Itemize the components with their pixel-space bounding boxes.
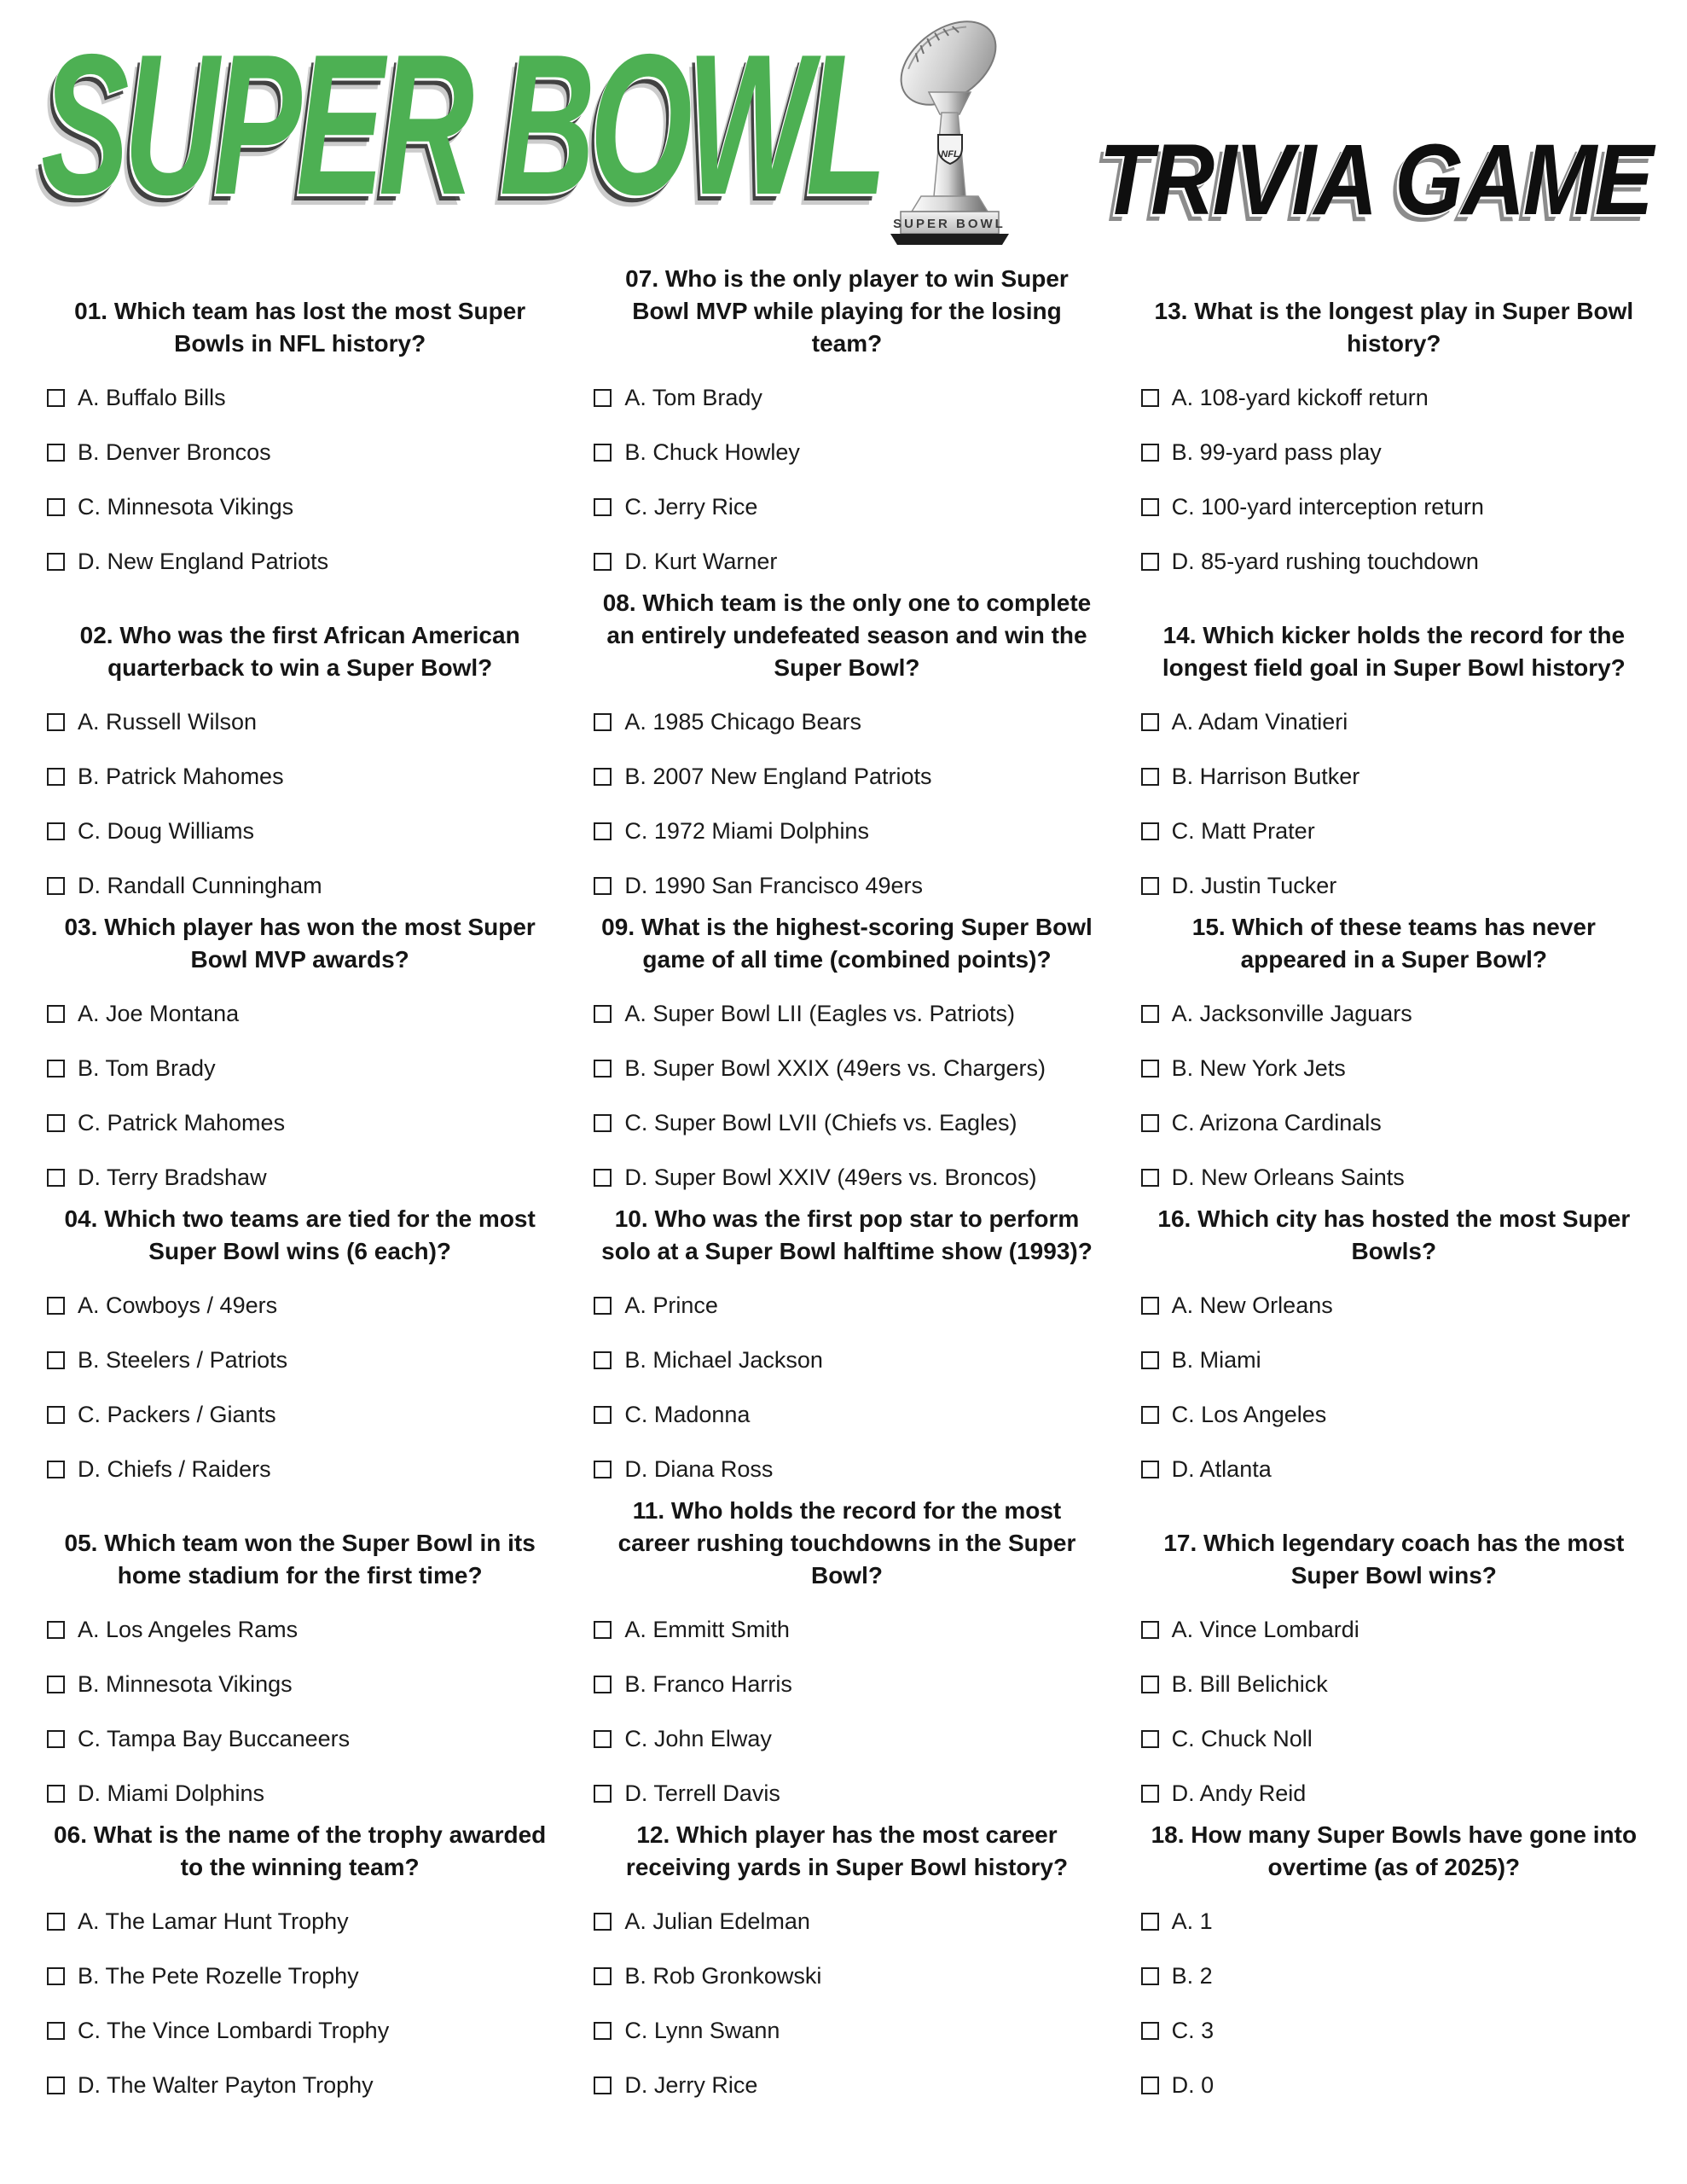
checkbox-icon[interactable]	[1141, 1967, 1159, 1985]
checkbox-icon[interactable]	[594, 1461, 612, 1478]
option-row	[594, 1345, 1099, 1375]
page-title-trivia-game: TRIVIA GAME	[1099, 124, 1651, 236]
option-label: D. Kurt Warner	[624, 549, 778, 574]
option-label: A. 108-yard kickoff return	[1171, 385, 1429, 410]
option-label: B. Harrison Butker	[1171, 764, 1360, 789]
checkbox-icon[interactable]	[47, 444, 65, 462]
question-block-17	[1141, 1495, 1647, 1819]
checkbox-icon[interactable]	[1141, 768, 1159, 786]
checkbox-icon[interactable]	[594, 553, 612, 571]
option-label: D. The Walter Payton Trophy	[78, 2072, 374, 2098]
option-row	[594, 816, 1099, 846]
option-label: C. 100-yard interception return	[1171, 494, 1484, 520]
option-row	[594, 437, 1099, 468]
checkbox-icon[interactable]	[594, 2077, 612, 2094]
option-row	[594, 1053, 1099, 1083]
question-title: 04. Which two teams are tied for the most Super Bowl wins (6 each)?	[64, 1205, 536, 1264]
option-row	[47, 437, 553, 468]
checkbox-icon[interactable]	[1141, 1461, 1159, 1478]
checkbox-icon[interactable]	[1141, 713, 1159, 731]
option-row	[1141, 437, 1647, 468]
checkbox-icon[interactable]	[594, 2022, 612, 2040]
option-label: C. Tampa Bay Buccaneers	[78, 1726, 351, 1751]
option-label: A. Emmitt Smith	[624, 1617, 790, 1642]
option-label: D. Miami Dolphins	[78, 1780, 265, 1806]
option-label: D. Terry Bradshaw	[78, 1165, 267, 1190]
checkbox-icon[interactable]	[594, 498, 612, 516]
option-row	[1141, 1723, 1647, 1754]
option-label: A. Super Bowl LII (Eagles vs. Patriots)	[624, 1001, 1016, 1026]
option-label: C. 3	[1171, 2018, 1215, 2043]
option-row	[1141, 1162, 1647, 1193]
option-label: A. Cowboys / 49ers	[78, 1292, 278, 1318]
option-row	[594, 1107, 1099, 1138]
option-row	[594, 870, 1099, 901]
option-row	[1141, 2015, 1647, 2046]
question-block-16	[1141, 1203, 1647, 1495]
option-label: C. Doug Williams	[78, 818, 255, 844]
option-row	[47, 1107, 553, 1138]
option-label: D. 0	[1171, 2072, 1215, 2098]
option-row	[594, 1669, 1099, 1699]
checkbox-icon[interactable]	[1141, 1060, 1159, 1077]
checkbox-icon[interactable]	[47, 877, 65, 895]
option-row	[594, 706, 1099, 737]
option-label: B. Chuck Howley	[624, 439, 800, 465]
checkbox-icon[interactable]	[47, 1785, 65, 1803]
option-row	[47, 1960, 553, 1991]
option-label: C. Minnesota Vikings	[78, 494, 294, 520]
option-row	[594, 1723, 1099, 1754]
question-title: 07. Who is the only player to win Super Bowl MVP while playing for the losing team?	[625, 265, 1069, 357]
option-row	[47, 2015, 553, 2046]
option-label: B. The Pete Rozelle Trophy	[78, 1963, 359, 1989]
option-label: D. Randall Cunningham	[78, 873, 322, 898]
checkbox-icon[interactable]	[1141, 1297, 1159, 1315]
option-label: B. New York Jets	[1171, 1055, 1346, 1081]
question-block-12	[594, 1819, 1099, 2111]
checkbox-icon[interactable]	[594, 1169, 612, 1187]
option-row	[1141, 870, 1647, 901]
option-label: B. Super Bowl XXIX (49ers vs. Chargers)	[624, 1055, 1046, 1081]
checkbox-icon[interactable]	[1141, 498, 1159, 516]
option-label: A. Buffalo Bills	[78, 385, 226, 410]
checkbox-icon[interactable]	[47, 1730, 65, 1748]
checkbox-icon[interactable]	[47, 1676, 65, 1693]
checkbox-icon[interactable]	[1141, 1913, 1159, 1931]
option-row	[47, 1454, 553, 1484]
option-label: B. Minnesota Vikings	[78, 1671, 293, 1697]
page-header	[0, 0, 1687, 260]
checkbox-icon[interactable]	[47, 1461, 65, 1478]
option-row	[1141, 1906, 1647, 1937]
option-label: A. Julian Edelman	[624, 1908, 810, 1934]
checkbox-icon[interactable]	[594, 768, 612, 786]
option-row	[1141, 1669, 1647, 1699]
checkbox-icon[interactable]	[594, 713, 612, 731]
option-row	[594, 1162, 1099, 1193]
option-row	[47, 816, 553, 846]
option-row	[594, 1399, 1099, 1430]
option-row	[47, 1399, 553, 1430]
checkbox-icon[interactable]	[1141, 1676, 1159, 1693]
option-row	[1141, 1345, 1647, 1375]
svg-text:NFL: NFL	[941, 149, 959, 160]
option-label: A. Tom Brady	[624, 385, 762, 410]
option-row	[1141, 382, 1647, 413]
question-block-13	[1141, 263, 1647, 587]
checkbox-icon[interactable]	[47, 553, 65, 571]
option-label: B. 2	[1171, 1963, 1213, 1989]
checkbox-icon[interactable]	[47, 713, 65, 731]
option-label: A. New Orleans	[1171, 1292, 1333, 1318]
option-label: C. 1972 Miami Dolphins	[624, 818, 869, 844]
option-label: D. Diana Ross	[624, 1456, 774, 1482]
option-label: A. The Lamar Hunt Trophy	[78, 1908, 349, 1934]
question-block-05	[47, 1495, 553, 1819]
option-row	[47, 1162, 553, 1193]
option-label: C. Chuck Noll	[1171, 1726, 1313, 1751]
question-block-11	[594, 1495, 1099, 1819]
option-label: B. Bill Belichick	[1171, 1671, 1328, 1697]
option-row	[1141, 1454, 1647, 1484]
option-row	[47, 1778, 553, 1809]
checkbox-icon[interactable]	[594, 1114, 612, 1132]
option-label: D. New England Patriots	[78, 549, 329, 574]
page-title-super-bowl: SUPER BOWL	[41, 12, 882, 236]
checkbox-icon[interactable]	[1141, 444, 1159, 462]
checkbox-icon[interactable]	[47, 1406, 65, 1424]
option-label: A. 1985 Chicago Bears	[624, 709, 862, 735]
option-row	[47, 1614, 553, 1645]
question-block-10	[594, 1203, 1099, 1495]
option-label: C. Patrick Mahomes	[78, 1110, 286, 1136]
option-row	[1141, 1107, 1647, 1138]
option-row	[594, 2015, 1099, 2046]
checkbox-icon[interactable]	[1141, 2077, 1159, 2094]
checkbox-icon[interactable]	[47, 1967, 65, 1985]
checkbox-icon[interactable]	[1141, 822, 1159, 840]
option-row	[594, 546, 1099, 577]
option-label: B. Michael Jackson	[624, 1347, 823, 1373]
checkbox-icon[interactable]	[594, 444, 612, 462]
option-row	[594, 1960, 1099, 1991]
question-title: 17. Which legendary coach has the most Super Bowl wins?	[1163, 1530, 1625, 1589]
question-title: 15. Which of these teams has never appeared in a Super Bowl?	[1191, 914, 1596, 973]
checkbox-icon[interactable]	[594, 1406, 612, 1424]
checkbox-icon[interactable]	[594, 1967, 612, 1985]
option-row	[594, 1614, 1099, 1645]
option-label: D. 85-yard rushing touchdown	[1171, 549, 1479, 574]
question-block-01	[47, 263, 553, 587]
option-label: D. Jerry Rice	[624, 2072, 758, 2098]
checkbox-icon[interactable]	[47, 498, 65, 516]
checkbox-icon[interactable]	[594, 822, 612, 840]
option-label: A. Los Angeles Rams	[78, 1617, 299, 1642]
option-row	[1141, 546, 1647, 577]
question-block-07	[594, 263, 1099, 587]
option-label: C. Madonna	[624, 1402, 751, 1427]
checkbox-icon[interactable]	[594, 1913, 612, 1931]
question-title: 08. Which team is the only one to complete an entirely undefeated season and win the Super Bowl?	[602, 590, 1092, 681]
option-label: D. Justin Tucker	[1171, 873, 1337, 898]
lombardi-trophy-icon	[846, 10, 1049, 246]
checkbox-icon[interactable]	[47, 1114, 65, 1132]
option-label: C. Lynn Swann	[624, 2018, 780, 2043]
question-title: 16. Which city has hosted the most Super Bowls?	[1157, 1205, 1631, 1264]
option-label: A. Vince Lombardi	[1171, 1617, 1359, 1642]
option-row	[1141, 1960, 1647, 1991]
option-label: B. Rob Gronkowski	[624, 1963, 822, 1989]
checkbox-icon[interactable]	[47, 389, 65, 407]
option-label: B. Patrick Mahomes	[78, 764, 284, 789]
option-row	[594, 491, 1099, 522]
option-row	[47, 491, 553, 522]
checkbox-icon[interactable]	[594, 1785, 612, 1803]
option-row	[47, 1345, 553, 1375]
checkbox-icon[interactable]	[47, 1913, 65, 1931]
option-row	[1141, 816, 1647, 846]
option-row	[594, 1778, 1099, 1809]
checkbox-icon[interactable]	[594, 1351, 612, 1369]
option-row	[1141, 1399, 1647, 1430]
checkbox-icon[interactable]	[1141, 1621, 1159, 1639]
question-title: 02. Who was the first African American quarterback to win a Super Bowl?	[79, 622, 520, 681]
option-label: D. New Orleans Saints	[1171, 1165, 1405, 1190]
option-label: C. Los Angeles	[1171, 1402, 1327, 1427]
checkbox-icon[interactable]	[1141, 2022, 1159, 2040]
option-row	[1141, 761, 1647, 792]
question-title: 11. Who holds the record for the most career rushing touchdowns in the Super Bowl?	[617, 1497, 1076, 1589]
option-label: A. Prince	[624, 1292, 718, 1318]
option-label: C. Packers / Giants	[78, 1402, 276, 1427]
option-label: C. Arizona Cardinals	[1171, 1110, 1382, 1136]
option-label: C. John Elway	[624, 1726, 772, 1751]
option-label: B. Denver Broncos	[78, 439, 271, 465]
question-title: 01. Which team has lost the most Super Bowls in NFL history?	[74, 298, 526, 357]
checkbox-icon[interactable]	[594, 877, 612, 895]
question-title: 09. What is the highest-scoring Super Bowl game of all time (combined points)?	[601, 914, 1093, 973]
option-label: D. Super Bowl XXIV (49ers vs. Broncos)	[624, 1165, 1037, 1190]
question-title: 03. Which player has won the most Super Bowl MVP awards?	[64, 914, 536, 973]
option-label: B. 99-yard pass play	[1171, 439, 1382, 465]
checkbox-icon[interactable]	[594, 1005, 612, 1023]
option-row	[594, 1290, 1099, 1321]
option-row	[47, 1669, 553, 1699]
option-row	[47, 2070, 553, 2100]
checkbox-icon[interactable]	[1141, 1785, 1159, 1803]
checkbox-icon[interactable]	[1141, 1005, 1159, 1023]
option-row	[1141, 1290, 1647, 1321]
option-label: B. Steelers / Patriots	[78, 1347, 288, 1373]
option-label: C. Jerry Rice	[624, 494, 758, 520]
option-row	[1141, 2070, 1647, 2100]
checkbox-icon[interactable]	[47, 1351, 65, 1369]
checkbox-icon[interactable]	[1141, 1406, 1159, 1424]
option-row	[594, 761, 1099, 792]
option-label: B. Franco Harris	[624, 1671, 792, 1697]
question-title: 13. What is the longest play in Super Bowl history?	[1154, 298, 1634, 357]
option-label: A. Jacksonville Jaguars	[1171, 1001, 1412, 1026]
checkbox-icon[interactable]	[594, 1060, 612, 1077]
option-row	[1141, 706, 1647, 737]
question-block-18	[1141, 1819, 1647, 2111]
question-block-14	[1141, 587, 1647, 911]
question-block-08	[594, 587, 1099, 911]
checkbox-icon[interactable]	[594, 1676, 612, 1693]
question-block-03	[47, 911, 553, 1203]
question-title: 05. Which team won the Super Bowl in its home stadium for the first time?	[64, 1530, 536, 1589]
question-block-02	[47, 587, 553, 911]
checkbox-icon[interactable]	[1141, 389, 1159, 407]
checkbox-icon[interactable]	[47, 822, 65, 840]
question-title: 18. How many Super Bowls have gone into overtime (as of 2025)?	[1151, 1821, 1638, 1880]
option-row	[47, 1906, 553, 1937]
checkbox-icon[interactable]	[1141, 553, 1159, 571]
option-label: C. The Vince Lombardi Trophy	[78, 2018, 390, 2043]
option-row	[1141, 491, 1647, 522]
option-row	[47, 761, 553, 792]
option-label: D. Terrell Davis	[624, 1780, 780, 1806]
option-row	[47, 1053, 553, 1083]
option-row	[594, 1906, 1099, 1937]
option-row	[594, 382, 1099, 413]
option-label: A. Russell Wilson	[78, 709, 258, 735]
option-label: C. Matt Prater	[1171, 818, 1315, 844]
question-title: 14. Which kicker holds the record for the longest field goal in Super Bowl history?	[1162, 622, 1626, 681]
option-row	[47, 870, 553, 901]
option-row	[47, 998, 553, 1029]
option-row	[594, 2070, 1099, 2100]
option-label: D. Andy Reid	[1171, 1780, 1307, 1806]
option-label: C. Super Bowl LVII (Chiefs vs. Eagles)	[624, 1110, 1017, 1136]
option-row	[47, 1723, 553, 1754]
checkbox-icon[interactable]	[594, 1730, 612, 1748]
option-label: B. 2007 New England Patriots	[624, 764, 932, 789]
option-row	[47, 706, 553, 737]
option-row	[1141, 1053, 1647, 1083]
checkbox-icon[interactable]	[594, 1621, 612, 1639]
option-row	[1141, 1778, 1647, 1809]
checkbox-icon[interactable]	[47, 1621, 65, 1639]
option-row	[1141, 998, 1647, 1029]
question-title: 06. What is the name of the trophy awarded to the winning team?	[54, 1821, 547, 1880]
option-label: A. Joe Montana	[78, 1001, 240, 1026]
option-label: A. 1	[1171, 1908, 1213, 1934]
nfl-shield-icon	[938, 135, 962, 164]
checkbox-icon[interactable]	[47, 1297, 65, 1315]
option-label: A. Adam Vinatieri	[1171, 709, 1348, 735]
option-row	[1141, 1614, 1647, 1645]
checkbox-icon[interactable]	[594, 1297, 612, 1315]
option-row	[47, 382, 553, 413]
questions-grid	[47, 263, 1647, 2111]
question-title: 12. Which player has the most career receiving yards in Super Bowl history?	[625, 1821, 1069, 1880]
question-block-06	[47, 1819, 553, 2111]
checkbox-icon[interactable]	[594, 389, 612, 407]
checkbox-icon[interactable]	[1141, 1351, 1159, 1369]
option-label: D. Atlanta	[1171, 1456, 1272, 1482]
question-block-15	[1141, 911, 1647, 1203]
checkbox-icon[interactable]	[47, 1060, 65, 1077]
checkbox-icon[interactable]	[47, 1005, 65, 1023]
option-label: D. Chiefs / Raiders	[78, 1456, 271, 1482]
question-title: 10. Who was the first pop star to perform solo at a Super Bowl halftime show (1993)?	[601, 1205, 1093, 1264]
option-label: D. 1990 San Francisco 49ers	[624, 873, 924, 898]
option-row	[594, 1454, 1099, 1484]
checkbox-icon[interactable]	[47, 2022, 65, 2040]
option-label: B. Tom Brady	[78, 1055, 216, 1081]
svg-text:SUPER BOWL: SUPER BOWL	[893, 217, 1006, 231]
checkbox-icon[interactable]	[47, 768, 65, 786]
question-block-04	[47, 1203, 553, 1495]
option-row	[47, 546, 553, 577]
checkbox-icon[interactable]	[1141, 1114, 1159, 1132]
checkbox-icon[interactable]	[1141, 1730, 1159, 1748]
checkbox-icon[interactable]	[47, 1169, 65, 1187]
option-row	[594, 998, 1099, 1029]
checkbox-icon[interactable]	[1141, 877, 1159, 895]
checkbox-icon[interactable]	[47, 2077, 65, 2094]
checkbox-icon[interactable]	[1141, 1169, 1159, 1187]
question-block-09	[594, 911, 1099, 1203]
option-row	[47, 1290, 553, 1321]
option-label: B. Miami	[1171, 1347, 1261, 1373]
